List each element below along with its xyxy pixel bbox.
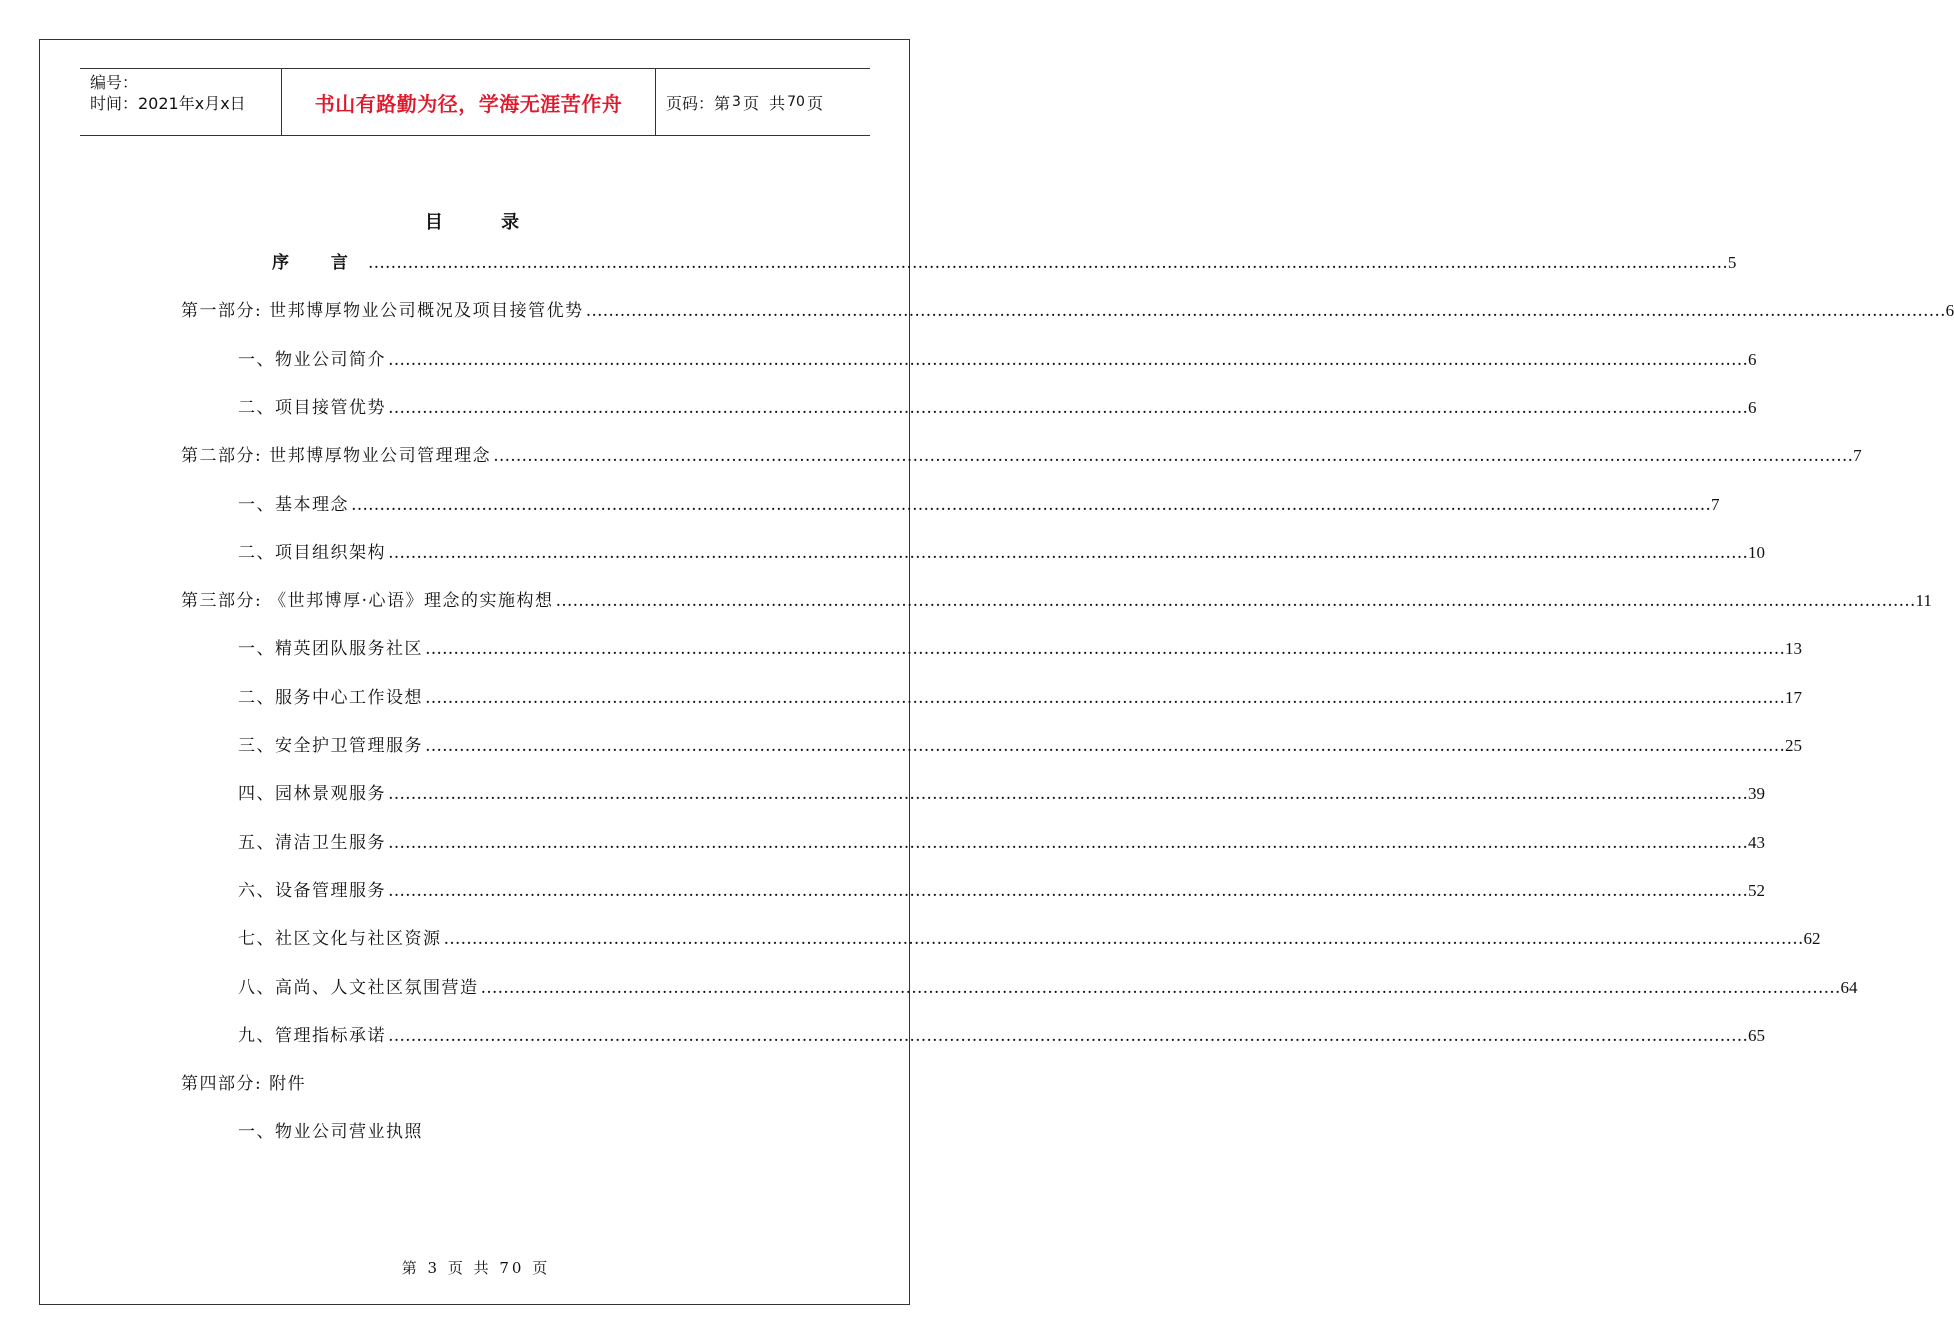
header-code-label: 编号： [90, 73, 139, 92]
toc-entry [238, 538, 1765, 563]
toc-entry-page: 39 [1748, 784, 1765, 803]
toc-entry-page: 43 [1748, 833, 1765, 852]
toc-leader-dots: …………………………………………………………………………………………………………………………………………………………………………………………………………………… [425, 736, 1785, 756]
toc-entry-label: 二、项目组织架构 [238, 543, 386, 563]
toc-entry-page: 7 [1711, 495, 1720, 514]
toc-entry-page: 7 [1853, 446, 1862, 465]
toc-entry-page: 13 [1785, 639, 1802, 658]
toc-entry [238, 683, 1802, 708]
toc-title: 目 录 [424, 212, 546, 233]
header-page-prefix: 页码：第 [666, 93, 731, 113]
toc-entry [238, 876, 1765, 901]
toc-entry-page: 11 [1915, 591, 1932, 610]
toc-entry [181, 586, 1932, 611]
toc-entry-label: 三、安全护卫管理服务 [238, 736, 423, 756]
toc-entry-label: 一、基本理念 [238, 495, 349, 515]
toc-entry-label: 二、服务中心工作设想 [238, 688, 423, 708]
header-page-current: 3 [732, 94, 741, 110]
toc-entry-label: 序 言 [272, 253, 366, 273]
toc-leader-dots: …………………………………………………………………………………………………………………………………………………………………………………………………………………… [388, 881, 1748, 901]
toc-leader-dots: …………………………………………………………………………………………………………………………………………………………………………………………………………………… [425, 639, 1785, 659]
toc-entry [272, 248, 1737, 273]
table-of-contents [0, 248, 1954, 1168]
header-date-label: 时间：2021年x月x日 [90, 94, 246, 113]
toc-entry-label: 第一部分: 世邦博厚物业公司概况及项目接管优势 [181, 301, 584, 321]
toc-entry [238, 924, 1821, 949]
page-footer: 第 3 页 共 70 页 [401, 1259, 551, 1277]
toc-leader-dots: …………………………………………………………………………………………………………………………………………………………………………………………………………………… [351, 495, 1711, 515]
header-page-total: 70 [787, 94, 805, 110]
toc-entry [238, 779, 1765, 804]
header-page-suffix: 页 [806, 93, 823, 113]
toc-entry [238, 731, 1802, 756]
toc-entry-page: 6 [1748, 398, 1757, 417]
toc-entry-page: 25 [1785, 736, 1802, 755]
toc-entry-page: 65 [1748, 1026, 1765, 1045]
toc-entry-page: 52 [1748, 881, 1765, 900]
toc-leader-dots: …………………………………………………………………………………………………………………………………………………………………………………………………………………… [425, 688, 1785, 708]
toc-leader-dots: …………………………………………………………………………………………………………………………………………………………………………………………………………………… [443, 929, 1804, 949]
toc-leader-dots: …………………………………………………………………………………………………………………………………………………………………………………………………………………… [388, 833, 1748, 853]
toc-entry [238, 1021, 1765, 1046]
toc-entry-label: 六、设备管理服务 [238, 881, 386, 901]
toc-entry-page: 6 [1945, 301, 1954, 320]
toc-entry-page: 10 [1748, 543, 1765, 562]
toc-entry-label: 第二部分: 世邦博厚物业公司管理理念 [181, 446, 492, 466]
toc-entry [238, 634, 1802, 659]
header-page-mid: 页 共 [742, 93, 786, 113]
header-meta [80, 69, 282, 135]
toc-entry-label: 九、管理指标承诺 [238, 1026, 386, 1046]
toc-entry-label: 四、园林景观服务 [238, 784, 386, 804]
toc-entry [181, 296, 1954, 321]
toc-entry-label: 一、物业公司简介 [238, 350, 386, 370]
toc-entry-label: 五、清洁卫生服务 [238, 833, 386, 853]
toc-entry-page: 6 [1748, 350, 1757, 369]
toc-leader-dots: …………………………………………………………………………………………………………………………………………………………………………………………………………………… [388, 784, 1748, 804]
toc-entry-label: 一、物业公司营业执照 [238, 1122, 423, 1142]
toc-entry-page: 64 [1840, 978, 1858, 997]
toc-leader-dots: …………………………………………………………………………………………………………………………………………………………………………………………………………………… [585, 301, 1946, 321]
toc-entry [181, 1069, 306, 1094]
toc-entry [238, 1117, 423, 1142]
toc-entry-label: 八、高尚、人文社区氛围营造 [238, 978, 479, 998]
toc-entry [238, 345, 1757, 370]
toc-leader-dots: …………………………………………………………………………………………………………………………………………………………………………………………………………………… [367, 253, 1728, 273]
toc-leader-dots: …………………………………………………………………………………………………………………………………………………………………………………………………………………… [388, 350, 1748, 370]
toc-entry [238, 973, 1858, 998]
toc-entry [238, 490, 1720, 515]
toc-entry-label: 第四部分: 附件 [181, 1074, 307, 1094]
header-motto: 书山有路勤为径，学海无涯苦作舟 [282, 69, 656, 135]
page-header [80, 68, 870, 136]
toc-entry-page: 5 [1727, 253, 1737, 272]
toc-entry-label: 一、精英团队服务社区 [238, 639, 423, 659]
toc-entry-page: 62 [1803, 929, 1821, 948]
toc-entry [181, 441, 1862, 466]
toc-entry [238, 828, 1765, 853]
toc-entry-label: 七、社区文化与社区资源 [238, 929, 442, 949]
header-page-number [656, 69, 870, 135]
toc-entry-label: 第三部分: 《世邦博厚·心语》理念的实施构想 [181, 591, 554, 611]
toc-leader-dots: …………………………………………………………………………………………………………………………………………………………………………………………………………………… [388, 1026, 1748, 1046]
toc-leader-dots: …………………………………………………………………………………………………………………………………………………………………………………………………………………… [493, 446, 1854, 466]
toc-leader-dots: …………………………………………………………………………………………………………………………………………………………………………………………………………………… [555, 591, 1916, 611]
toc-entry-page: 17 [1785, 688, 1802, 707]
toc-leader-dots: …………………………………………………………………………………………………………………………………………………………………………………………………………………… [480, 978, 1841, 998]
toc-leader-dots: …………………………………………………………………………………………………………………………………………………………………………………………………………………… [388, 398, 1748, 418]
toc-entry [238, 393, 1757, 418]
toc-leader-dots: …………………………………………………………………………………………………………………………………………………………………………………………………………………… [388, 543, 1748, 563]
toc-entry-label: 二、项目接管优势 [238, 398, 386, 418]
